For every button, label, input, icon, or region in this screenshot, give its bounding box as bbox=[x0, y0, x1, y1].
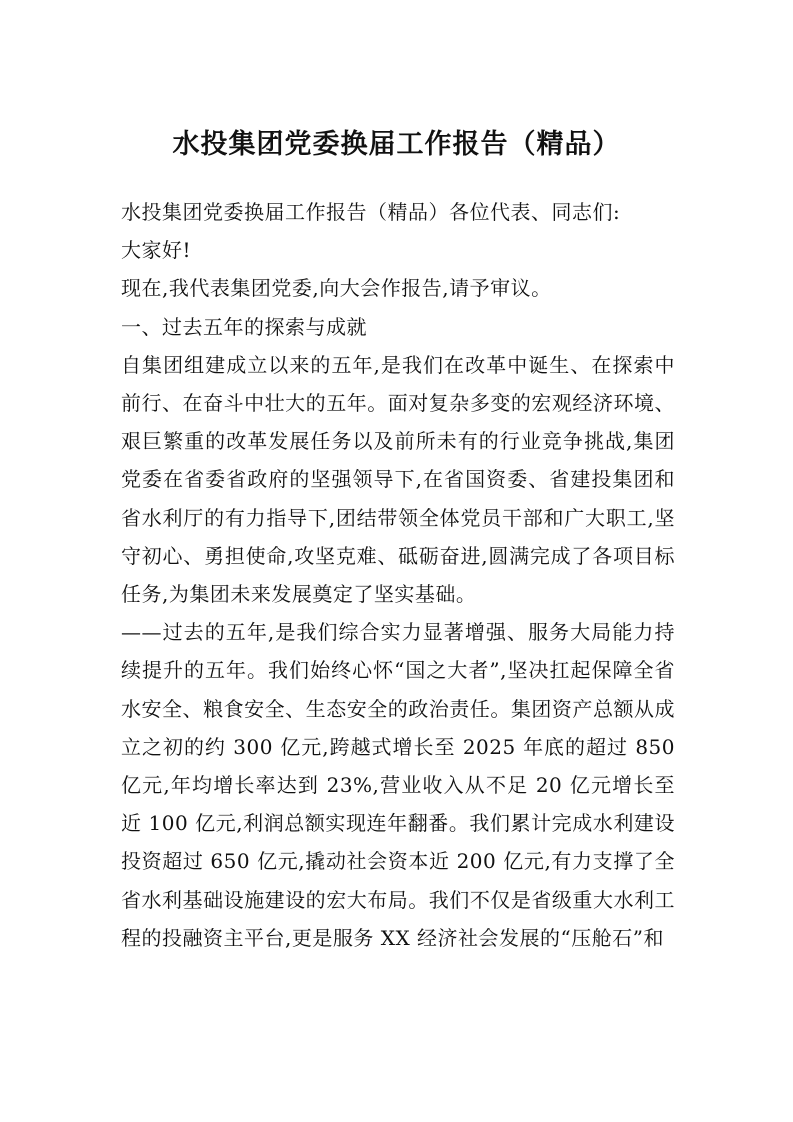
body-paragraph: ——过去的五年,是我们综合实力显著增强、服务大局能力持续提升的五年。我们始终心怀“国之大者”,坚决扛起保障全省水安全、粮食安全、生态安全的政治责任。集团资产总额从成立之初的约 300 亿元,跨越式增长至 2025 年底的超过 850 亿元,年均增长率达到 23%,营业收入从不足 20 亿元增长至近 100 亿元,利润总额实现连年翻番。我们累计完成水利建设投资超过 650 亿元,撬动社会资本近 200 亿元,有力支撑了全省水利基础设施建设的宏大布局。我们不仅是省级重大水利工程的投融资主平台,更是服务 XX 经济社会发展的“压舱石”和 bbox=[121, 620, 675, 950]
opening-statement: 现在,我代表集团党委,向大会作报告,请予审议。 bbox=[121, 276, 552, 301]
document-body bbox=[121, 193, 675, 957]
section-heading: 一、过去五年的探索与成就 bbox=[121, 314, 367, 339]
greeting-heading: 水投集团党委换届工作报告（精品）各位代表、同志们: bbox=[121, 200, 621, 224]
greeting: 大家好! bbox=[121, 238, 192, 263]
body-paragraph: 自集团组建成立以来的五年,是我们在改革中诞生、在探索中前行、在奋斗中壮大的五年。面对复杂多变的宏观经济环境、艰巨繁重的改革发展任务以及前所未有的行业竞争挑战,集团党委在省委省政府的坚强领导下,在省国资委、省建投集团和省水利厅的有力指导下,团结带领全体党员干部和广大职工,坚守初心、勇担使命,攻坚克难、砥砺奋进,圆满完成了各项目标任务,为集团未来发展奠定了坚实基础。 bbox=[121, 352, 675, 607]
document-title: 水投集团党委换届工作报告（精品） bbox=[172, 129, 621, 160]
